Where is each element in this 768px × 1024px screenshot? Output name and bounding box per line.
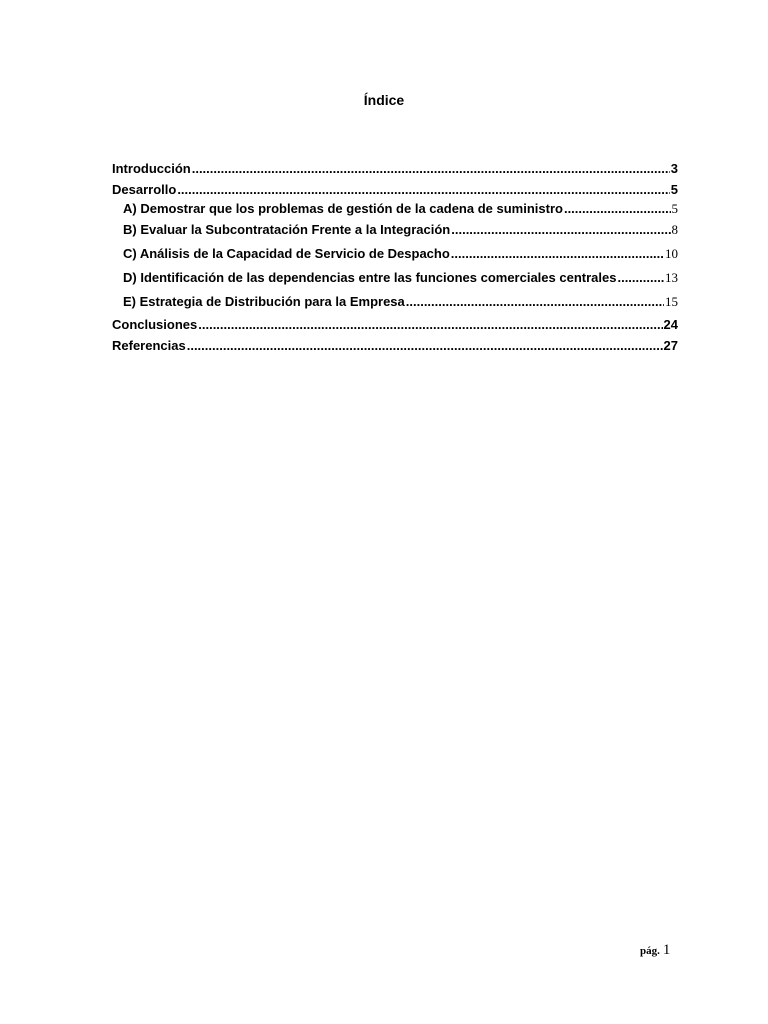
toc-entry-page: 15 bbox=[665, 294, 678, 309]
toc-entry-section-a[interactable] bbox=[112, 200, 678, 218]
toc-entry-conclusiones[interactable] bbox=[112, 314, 678, 335]
toc-entry-label: Referencias bbox=[112, 338, 186, 353]
toc-entry-page: 5 bbox=[671, 201, 678, 216]
toc-entry-label: Desarrollo bbox=[112, 182, 177, 197]
toc-entry-referencias[interactable] bbox=[112, 335, 678, 356]
toc-entry-section-c[interactable] bbox=[112, 242, 678, 266]
toc-dot-leader bbox=[198, 314, 662, 335]
toc-entry-label: Conclusiones bbox=[112, 317, 198, 332]
toc-entry-label: Introducción bbox=[112, 161, 191, 176]
toc-entry-label: D) Identificación de las dependencias entre las funciones comerciales centrales bbox=[123, 270, 617, 285]
footer-page-number: 1 bbox=[662, 942, 671, 958]
toc-entry-page: 3 bbox=[670, 161, 678, 176]
footer-page-label: pág. bbox=[640, 945, 660, 957]
toc-dot-leader bbox=[617, 266, 664, 290]
toc-dot-leader bbox=[451, 242, 664, 266]
toc-dot-leader bbox=[187, 335, 663, 356]
toc-dot-leader bbox=[192, 158, 670, 179]
toc-entry-section-e[interactable] bbox=[112, 290, 678, 314]
page-footer bbox=[640, 942, 670, 959]
toc-entry-page: 5 bbox=[670, 182, 678, 197]
toc-entry-desarrollo[interactable] bbox=[112, 179, 678, 200]
toc-entry-label: B) Evaluar la Subcontratación Frente a la Integración bbox=[123, 222, 451, 237]
page-title: Índice bbox=[363, 92, 405, 108]
toc-entry-section-d[interactable] bbox=[112, 266, 678, 290]
toc-entry-page: 27 bbox=[663, 338, 678, 353]
toc-entry-label: C) Análisis de la Capacidad de Servicio de Despacho bbox=[123, 246, 450, 261]
toc-entry-label: A) Demostrar que los problemas de gestión de la cadena de suministro bbox=[123, 201, 563, 216]
toc-entry-page: 10 bbox=[665, 246, 678, 261]
toc-entry-label: E) Estrategia de Distribución para la Empresa bbox=[123, 294, 405, 309]
toc-entry-page: 8 bbox=[671, 222, 678, 237]
toc-dot-leader bbox=[564, 200, 671, 218]
toc-entry-section-b[interactable] bbox=[112, 218, 678, 242]
toc-entry-introduccion[interactable] bbox=[112, 158, 678, 179]
toc-dot-leader bbox=[406, 290, 664, 314]
toc-dot-leader bbox=[451, 218, 670, 242]
toc-entry-page: 24 bbox=[663, 317, 678, 332]
toc-dot-leader bbox=[177, 179, 669, 200]
table-of-contents bbox=[112, 158, 678, 356]
toc-entry-page: 13 bbox=[665, 270, 678, 285]
